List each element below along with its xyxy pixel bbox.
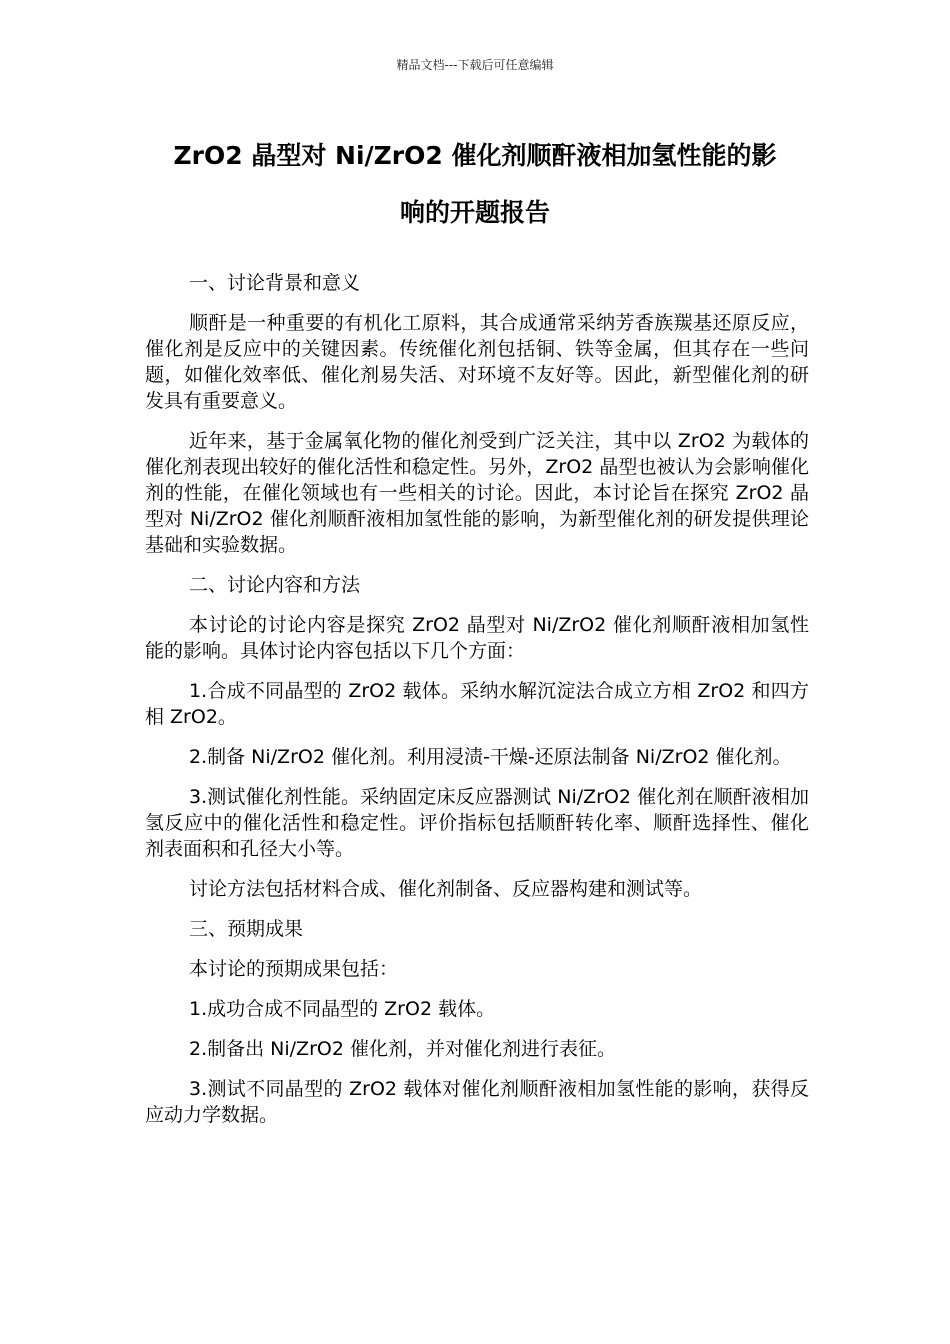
content-item-1: 1.合成不同晶型的 ZrO2 载体。采纳水解沉淀法合成立方相 ZrO2 和四方相 ZrO2。 bbox=[145, 680, 809, 728]
section-heading-expected-results: 三、预期成果 bbox=[189, 918, 304, 940]
result-item-3: 3.测试不同晶型的 ZrO2 载体对催化剂顺酐液相加氢性能的影响，获得反应动力学数据。 bbox=[145, 1078, 809, 1126]
paragraph-method: 讨论方法包括材料合成、催化剂制备、反应器构建和测试等。 bbox=[189, 878, 703, 900]
section-heading-content-method: 二、讨论内容和方法 bbox=[189, 574, 361, 596]
result-item-1: 1.成功合成不同晶型的 ZrO2 载体。 bbox=[189, 998, 496, 1020]
paragraph-background-2: 近年来，基于金属氧化物的催化剂受到广泛关注，其中以 ZrO2 为载体的催化剂表现出较好的催化活性和稳定性。另外，ZrO2 晶型也被认为会影响催化剂的性能，在催化领域也有一些相关的讨论。因此，本讨论旨在探究 ZrO2 晶型对 Ni/ZrO2 催化剂顺酐液相加氢性能的影响，为新型催化剂的研发提供理论基础和实验数据。 bbox=[145, 430, 809, 556]
document-title-line-2: 响的开题报告 bbox=[399, 198, 550, 227]
section-heading-background: 一、讨论背景和意义 bbox=[189, 272, 361, 294]
content-item-3: 3.测试催化剂性能。采纳固定床反应器测试 Ni/ZrO2 催化剂在顺酐液相加氢反应中的催化活性和稳定性。评价指标包括顺酐转化率、顺酐选择性、催化剂表面积和孔径大小等。 bbox=[145, 786, 809, 860]
result-item-2: 2.制备出 Ni/ZrO2 催化剂，并对催化剂进行表征。 bbox=[189, 1038, 616, 1060]
document-title-line-1: ZrO2 晶型对 Ni/ZrO2 催化剂顺酐液相加氢性能的影 bbox=[173, 141, 777, 170]
page-header: 精品文档---下载后可任意编辑 bbox=[396, 58, 554, 72]
document-body bbox=[145, 270, 809, 1142]
paragraph-results-intro: 本讨论的预期成果包括： bbox=[189, 958, 399, 980]
paragraph-content-intro: 本讨论的讨论内容是探究 ZrO2 晶型对 Ni/ZrO2 催化剂顺酐液相加氢性能的影响。具体讨论内容包括以下几个方面： bbox=[145, 614, 809, 662]
content-item-2: 2.制备 Ni/ZrO2 催化剂。利用浸渍-干燥-还原法制备 Ni/ZrO2 催化剂。 bbox=[189, 746, 792, 768]
paragraph-background-1: 顺酐是一种重要的有机化工原料，其合成通常采纳芳香族羰基还原反应，催化剂是反应中的关键因素。传统催化剂包括铜、铁等金属，但其存在一些问题，如催化效率低、催化剂易失活、对环境不友好等。因此，新型催化剂的研发具有重要意义。 bbox=[145, 312, 809, 412]
